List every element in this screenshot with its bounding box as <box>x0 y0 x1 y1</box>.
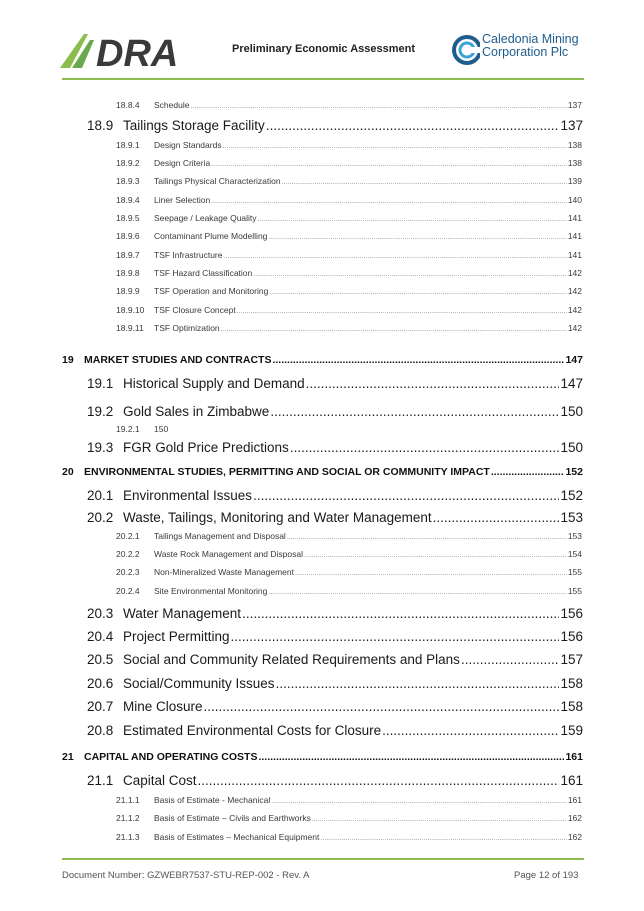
toc-entry-level3[interactable] <box>116 140 582 150</box>
toc-entry-number: 21.1.2 <box>116 813 140 823</box>
toc-entry-level3[interactable] <box>116 100 582 110</box>
toc-entry-title: Water Management <box>123 606 242 621</box>
toc-entry-title: Tailings Physical Characterization <box>154 176 281 186</box>
toc-entry-level3[interactable] <box>116 286 582 296</box>
toc-entry-title: Capital Cost <box>123 773 197 788</box>
toc-entry-title: Estimated Environmental Costs for Closure <box>123 723 382 738</box>
toc-entry-number: 20.8 <box>87 723 114 738</box>
toc-entry-level3[interactable] <box>116 250 582 260</box>
header-divider <box>62 78 584 80</box>
toc-entry-level3[interactable] <box>116 195 582 205</box>
toc-dot-leader <box>271 795 567 805</box>
toc-entry-page: 154 <box>567 549 582 559</box>
toc-dot-leader <box>269 286 566 296</box>
toc-entry-page: 141 <box>567 213 582 223</box>
toc-entry-number: 20.2.1 <box>116 531 140 541</box>
toc-entry-title: ENVIRONMENTAL STUDIES, PERMITTING AND SOCIAL OR COMMUNITY IMPACT <box>84 466 490 478</box>
toc-entry-title: Site Environmental Monitoring <box>154 586 268 596</box>
toc-dot-leader <box>433 510 560 525</box>
toc-dot-leader <box>290 440 560 455</box>
toc-entry-title: Tailings Storage Facility <box>123 118 265 133</box>
toc-entry-level3[interactable] <box>116 832 582 842</box>
toc-entry-number: 20.5 <box>87 652 114 667</box>
page-header <box>0 0 644 82</box>
toc-entry-page: 161 <box>565 751 583 763</box>
toc-entry-number: 18.9.7 <box>116 250 140 260</box>
toc-dot-leader <box>242 606 559 621</box>
caledonia-logo <box>452 31 592 71</box>
toc-entry-number: 18.9.8 <box>116 268 140 278</box>
toc-entry-level2[interactable] <box>87 773 583 788</box>
toc-dot-leader <box>270 404 559 419</box>
toc-entry-number: 18.9.10 <box>116 305 145 315</box>
toc-dot-leader <box>224 250 567 260</box>
toc-entry-number: 20 <box>62 466 74 478</box>
toc-dot-leader <box>382 723 559 738</box>
toc-entry-title: Schedule <box>154 100 190 110</box>
toc-dot-leader <box>237 305 567 315</box>
toc-entry-title: CAPITAL AND OPERATING COSTS <box>84 751 258 763</box>
toc-entry-level2[interactable] <box>87 404 583 419</box>
toc-dot-leader <box>461 652 560 667</box>
toc-entry-number: 21.1.1 <box>116 795 140 805</box>
toc-entry-number: 19.3 <box>87 440 114 455</box>
toc-entry-page: 138 <box>567 140 582 150</box>
toc-entry-level3[interactable] <box>116 586 582 596</box>
toc-entry-page: 153 <box>560 510 583 525</box>
toc-entry-level3[interactable] <box>116 323 582 333</box>
toc-entry-page: 158 <box>560 676 583 691</box>
toc-dot-leader <box>211 158 567 168</box>
toc-entry-level3[interactable] <box>116 268 582 278</box>
toc-entry-title: Gold Sales in Zimbabwe <box>123 404 270 419</box>
toc-entry-number: 20.2 <box>87 510 114 525</box>
toc-entry-title: Design Criteria <box>154 158 211 168</box>
toc-entry-level3[interactable] <box>116 231 582 241</box>
toc-entry-page: 158 <box>560 699 583 714</box>
document-number: Document Number: GZWEBR7537-STU-REP-002 - Rev. A <box>62 870 310 881</box>
toc-dot-leader <box>491 466 565 478</box>
toc-entry-level1[interactable] <box>62 466 583 478</box>
toc-entry-number: 20.2.2 <box>116 549 140 559</box>
toc-entry-number: 20.2.3 <box>116 567 140 577</box>
toc-entry-title: TSF Closure Concept <box>154 305 236 315</box>
toc-dot-leader <box>253 488 559 503</box>
toc-entry-number: 20.1 <box>87 488 114 503</box>
toc-entry-level2[interactable] <box>87 118 583 133</box>
toc-entry-page: 142 <box>567 268 582 278</box>
toc-entry-level3[interactable] <box>116 424 582 434</box>
toc-entry-title: Liner Selection <box>154 195 211 205</box>
toc-entry-page: 155 <box>567 567 582 577</box>
toc-entry-level3[interactable] <box>116 176 582 186</box>
toc-entry-page: 161 <box>567 795 582 805</box>
toc-entry-title: Mine Closure <box>123 699 203 714</box>
toc-entry-title: Contaminant Plume Modelling <box>154 231 268 241</box>
toc-entry-title: Seepage / Leakage Quality <box>154 213 257 223</box>
toc-dot-leader <box>221 323 567 333</box>
toc-dot-leader <box>295 567 567 577</box>
toc-entry-number: 20.2.4 <box>116 586 140 596</box>
toc-entry-number: 18.9.6 <box>116 231 140 241</box>
toc-dot-leader <box>223 140 567 150</box>
toc-entry-page: 142 <box>567 305 582 315</box>
caledonia-emblem-icon <box>452 33 480 67</box>
toc-entry-page: 150 <box>560 440 583 455</box>
toc-entry-level2[interactable] <box>87 723 583 738</box>
toc-entry-page: 156 <box>560 606 583 621</box>
toc-dot-leader <box>190 100 566 110</box>
toc-dot-leader <box>287 531 567 541</box>
toc-entry-page: 159 <box>560 723 583 738</box>
toc-entry-number: 20.4 <box>87 629 114 644</box>
toc-entry-level2[interactable] <box>87 376 583 391</box>
dra-logo <box>60 28 200 70</box>
toc-entry-page: 137 <box>567 100 582 110</box>
toc-entry-title: Waste Rock Management and Disposal <box>154 549 303 559</box>
toc-dot-leader <box>231 629 560 644</box>
toc-entry-number: 20.3 <box>87 606 114 621</box>
toc-entry-level2[interactable] <box>87 606 583 621</box>
toc-entry-page: 156 <box>560 629 583 644</box>
toc-entry-level3[interactable] <box>116 549 582 559</box>
toc-entry-level2[interactable] <box>87 510 583 525</box>
toc-entry-level3[interactable] <box>116 813 582 823</box>
toc-entry-title: MARKET STUDIES AND CONTRACTS <box>84 354 272 366</box>
toc-entry-page: 137 <box>560 118 583 133</box>
toc-entry-title: Basis of Estimates – Mechanical Equipment <box>154 832 320 842</box>
page-number: Page 12 of 193 <box>514 870 579 881</box>
toc-dot-leader <box>320 832 566 842</box>
toc-entry-title: FGR Gold Price Predictions <box>123 440 289 455</box>
toc-entry-page: 157 <box>560 652 583 667</box>
toc-dot-leader <box>306 376 560 391</box>
caledonia-logo-line2: Corporation Plc <box>482 45 569 59</box>
toc-entry-title: Design Standards <box>154 140 222 150</box>
toc-entry-title: TSF Hazard Classification <box>154 268 253 278</box>
toc-entry-title: TSF Infrastructure <box>154 250 223 260</box>
toc-entry-title: Non-Mineralized Waste Management <box>154 567 294 577</box>
toc-entry-page: 150 <box>560 404 583 419</box>
toc-dot-leader <box>211 195 567 205</box>
toc-entry-page: 147 <box>560 376 583 391</box>
toc-entry-number: 20.6 <box>87 676 114 691</box>
toc-dot-leader <box>258 751 564 763</box>
toc-entry-page: 142 <box>567 323 582 333</box>
toc-entry-number: 18.9.9 <box>116 286 140 296</box>
toc-entry-level1[interactable] <box>62 354 583 366</box>
toc-entry-level2[interactable] <box>87 699 583 714</box>
toc-entry-number: 19.2.1 <box>116 424 140 434</box>
caledonia-logo-line1: Caledonia Mining <box>482 32 579 46</box>
toc-entry-number: 18.8.4 <box>116 100 140 110</box>
toc-entry-level2[interactable] <box>87 488 583 503</box>
toc-dot-leader <box>268 586 566 596</box>
toc-entry-page: 141 <box>567 250 582 260</box>
toc-entry-title: Tailings Management and Disposal <box>154 531 286 541</box>
toc-entry-page: 161 <box>560 773 583 788</box>
toc-entry-level3[interactable] <box>116 531 582 541</box>
toc-entry-number: 18.9.1 <box>116 140 140 150</box>
toc-entry-number: 19.1 <box>87 376 114 391</box>
toc-entry-page: 152 <box>565 466 583 478</box>
toc-dot-leader <box>276 676 560 691</box>
toc-dot-leader <box>253 268 567 278</box>
toc-entry-title: Social and Community Related Requirements and Plans <box>123 652 460 667</box>
toc-entry-number: 19.2 <box>87 404 114 419</box>
toc-entry-number: 19 <box>62 354 74 366</box>
toc-entry-level2[interactable] <box>87 629 583 644</box>
toc-dot-leader <box>304 549 567 559</box>
footer-divider <box>62 858 584 860</box>
toc-entry-number: 20.7 <box>87 699 114 714</box>
toc-dot-leader <box>312 813 567 823</box>
toc-entry-title: Project Permitting <box>123 629 230 644</box>
document-title: Preliminary Economic Assessment <box>232 43 416 55</box>
toc-entry-page: 152 <box>560 488 583 503</box>
toc-entry-title: TSF Optimization <box>154 323 220 333</box>
toc-dot-leader <box>204 699 560 714</box>
toc-entry-number: 18.9.5 <box>116 213 140 223</box>
toc-entry-number: 18.9 <box>87 118 114 133</box>
toc-entry-number: 18.9.2 <box>116 158 140 168</box>
toc-dot-leader <box>266 118 560 133</box>
toc-entry-page: 142 <box>567 286 582 296</box>
toc-entry-page: 147 <box>565 354 583 366</box>
toc-entry-title: Waste, Tailings, Monitoring and Water Management <box>123 510 432 525</box>
toc-entry-page: 138 <box>567 158 582 168</box>
toc-entry-level3[interactable] <box>116 158 582 168</box>
toc-dot-leader <box>282 176 567 186</box>
toc-entry-title: Basis of Estimate - Mechanical <box>154 795 271 805</box>
toc-dot-leader <box>268 231 566 241</box>
toc-dot-leader <box>258 213 567 223</box>
toc-entry-title: Social/Community Issues <box>123 676 275 691</box>
toc-entry-level3[interactable] <box>116 567 582 577</box>
toc-entry-page: 139 <box>567 176 582 186</box>
svg-text:DRA: DRA <box>96 33 179 70</box>
toc-entry-level2[interactable] <box>87 652 583 667</box>
toc-entry-title: 150 <box>154 424 169 434</box>
toc-entry-number: 21.1 <box>87 773 114 788</box>
toc-entry-title: Environmental Issues <box>123 488 253 503</box>
toc-entry-number: 18.9.4 <box>116 195 140 205</box>
toc-entry-number: 21 <box>62 751 74 763</box>
toc-entry-title: Historical Supply and Demand <box>123 376 305 391</box>
toc-entry-level2[interactable] <box>87 440 583 455</box>
toc-dot-leader <box>272 354 564 366</box>
toc-entry-number: 21.1.3 <box>116 832 140 842</box>
toc-entry-level3[interactable] <box>116 795 582 805</box>
toc-dot-leader <box>198 773 560 788</box>
toc-entry-page: 155 <box>567 586 582 596</box>
toc-entry-level3[interactable] <box>116 305 582 315</box>
toc-entry-number: 18.9.3 <box>116 176 140 186</box>
toc-entry-number: 18.9.11 <box>116 323 144 333</box>
toc-entry-level2[interactable] <box>87 676 583 691</box>
toc-entry-title: Basis of Estimate – Civils and Earthworks <box>154 813 311 823</box>
toc-entry-page: 153 <box>567 531 582 541</box>
toc-entry-level1[interactable] <box>62 751 583 763</box>
toc-entry-level3[interactable] <box>116 213 582 223</box>
toc-entry-page: 162 <box>567 832 582 842</box>
toc-entry-page: 162 <box>567 813 582 823</box>
toc-entry-title: TSF Operation and Monitoring <box>154 286 269 296</box>
toc-entry-page: 141 <box>567 231 582 241</box>
toc-entry-page: 140 <box>567 195 582 205</box>
